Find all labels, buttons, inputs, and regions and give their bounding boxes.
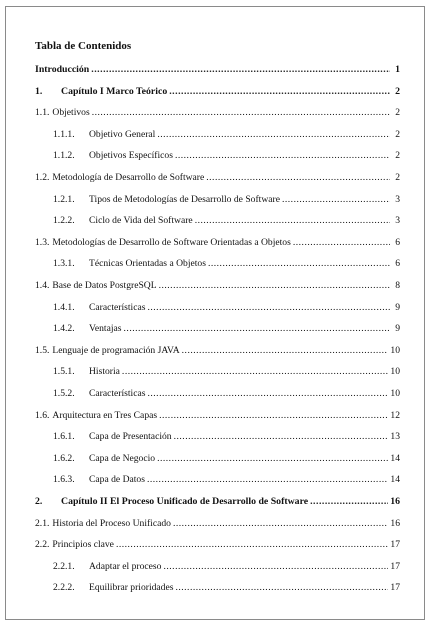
toc-dot-leader [208,257,390,271]
toc-entry-title: Historia [89,366,120,378]
toc-entry-title: Principios clave [52,539,114,551]
toc-entry[interactable] [53,560,400,574]
toc-entry-title: Introducción [35,64,90,75]
toc-page-number: 9 [395,301,400,313]
toc-entry[interactable] [35,106,400,120]
toc-entry-title: Metodología de Desarrollo de Software [52,172,205,183]
toc-entry-title: Técnicas Orientadas a Objetos [89,258,206,270]
toc-entry[interactable] [35,171,400,185]
toc-dot-leader [174,430,389,444]
toc-dot-leader [147,473,388,487]
toc-dot-leader [159,409,388,423]
toc-entry[interactable] [53,257,400,271]
toc-page-number: 3 [395,215,400,227]
toc-entry-number: 1.2. [35,172,50,183]
toc-entry[interactable] [35,279,400,293]
toc-page-number: 17 [390,582,400,594]
toc-page-number: 3 [395,193,400,205]
toc-entry-number: 1.5. [35,344,50,356]
toc-page-number: 14 [390,474,400,486]
toc-entry[interactable] [35,409,400,423]
toc-entry-number: 1.2.1. [53,193,75,205]
toc-entry-title: Objetivos [52,107,90,119]
toc-entry[interactable] [35,236,400,250]
toc-entry[interactable] [35,344,400,358]
toc-page-number: 2 [395,128,400,140]
toc-dot-leader [157,452,388,466]
toc-entry-number: 1.1. [35,107,50,119]
toc-page-number: 2 [395,107,400,119]
toc-entry-title: Objetivos Específicos [89,150,173,162]
toc-dot-leader [175,581,388,595]
toc-entry-title: Arquitectura en Tres Capas [52,409,158,421]
toc-page-number: 16 [390,496,400,507]
toc-entry-number: 1.3.1. [53,258,75,270]
toc-entry[interactable] [35,517,400,531]
toc-entry-title: Características [89,301,146,313]
toc-dot-leader [293,236,390,250]
toc-entry-number: 1.4.2. [53,323,75,335]
toc-page-number: 14 [390,452,400,464]
toc-entry-title: Adaptar el proceso [89,560,162,572]
toc-page-number: 9 [395,323,400,335]
toc-page-number: 10 [390,344,400,356]
toc-entry-title: Características [89,388,146,399]
toc-entry-title: Ciclo de Vida del Software [89,215,193,227]
toc-title: Tabla de Contenidos [35,40,132,52]
toc-entry-number: 1.6. [35,409,50,421]
toc-entry[interactable] [53,452,400,466]
toc-dot-leader [182,344,389,358]
toc-entry[interactable] [35,538,400,552]
toc-page-number: 10 [390,388,400,399]
toc-dot-leader [124,322,390,336]
toc-entry[interactable] [53,581,400,595]
table-of-contents [6,7,424,619]
toc-page-number: 2 [395,85,400,97]
toc-entry-title: Capítulo I Marco Teórico [61,85,168,97]
toc-entry[interactable] [35,495,400,509]
toc-dot-leader [173,517,388,531]
toc-page-number: 16 [390,517,400,529]
toc-entry[interactable] [53,473,400,487]
toc-dot-leader [175,149,390,163]
toc-entry-title: Historia del Proceso Unificado [52,517,171,529]
toc-dot-leader [310,495,388,509]
toc-entry-number: 1.6.3. [53,474,75,486]
toc-entry-number: 1.2.2. [53,215,75,227]
toc-entry-number: 2.2.1. [53,560,75,572]
toc-entry-number: 1. [35,85,43,97]
toc-entry-number: 2.1. [35,517,50,529]
document-page [5,6,425,620]
toc-dot-leader [169,85,390,99]
toc-page-number: 10 [390,366,400,378]
toc-page-number: 13 [390,431,400,443]
toc-page-number: 8 [395,280,400,291]
toc-entry-title: Objetivo General [89,128,156,140]
toc-dot-leader [157,128,390,142]
toc-entry-number: 1.4.1. [53,301,75,313]
toc-page-number: 6 [395,258,400,270]
toc-dot-leader [282,193,390,207]
toc-page-number: 17 [390,560,400,572]
toc-entry[interactable] [35,85,400,99]
toc-entry-number: 1.5.1. [53,366,75,378]
toc-entry-number: 1.4. [35,280,50,291]
toc-entry[interactable] [53,149,400,163]
toc-page-number: 6 [395,236,400,248]
toc-entry[interactable] [53,322,400,336]
toc-entry-title: Capa de Datos [89,474,145,486]
toc-entry-title: Base de Datos PostgreSQL [52,280,157,291]
toc-entry[interactable] [53,128,400,142]
toc-entry-title: Metodologías de Desarrollo de Software Orientadas a Objetos [52,236,291,248]
toc-page-number: 2 [395,150,400,162]
toc-entry-title: Lenguaje de programación JAVA [52,344,180,356]
toc-entry[interactable] [53,193,400,207]
toc-entry-number: 1.6.2. [53,452,75,464]
toc-dot-leader [92,106,390,120]
toc-entry-title: Capa de Negocio [89,452,156,464]
toc-entry-title: Capa de Presentación [89,431,172,443]
toc-entry[interactable] [53,214,400,228]
toc-entry[interactable] [53,301,400,315]
toc-dot-leader [163,560,388,574]
toc-entry-number: 1.3. [35,236,50,248]
toc-dot-leader [206,171,390,185]
toc-dot-leader [91,63,390,77]
toc-dot-leader [147,387,388,401]
toc-entry-number: 1.6.1. [53,431,75,443]
toc-entry-number: 2.2. [35,539,50,551]
toc-page-number: 17 [390,539,400,551]
toc-dot-leader [116,538,388,552]
toc-dot-leader [159,279,390,293]
toc-page-number: 12 [390,409,400,421]
toc-page-number: 1 [395,64,400,75]
toc-entry-number: 1.1.1. [53,128,75,140]
toc-entry-number: 2. [35,496,43,507]
toc-entry[interactable] [53,387,400,401]
toc-dot-leader [122,365,388,379]
toc-entry-number: 1.1.2. [53,150,75,162]
toc-dot-leader [147,301,390,315]
toc-entry-title: Capítulo II El Proceso Unificado de Desarrollo de Software [61,496,309,507]
toc-entry-title: Equilibrar prioridades [89,582,174,594]
toc-page-number: 2 [395,172,400,183]
toc-entry[interactable] [35,63,400,77]
toc-entry-title: Ventajas [89,323,122,335]
toc-entry[interactable] [53,365,400,379]
toc-entry-number: 2.2.2. [53,582,75,594]
toc-entry-number: 1.5.2. [53,388,75,399]
toc-dot-leader [195,214,390,228]
toc-entry-title: Tipos de Metodologías de Desarrollo de Software [89,193,280,205]
toc-entry[interactable] [53,430,400,444]
